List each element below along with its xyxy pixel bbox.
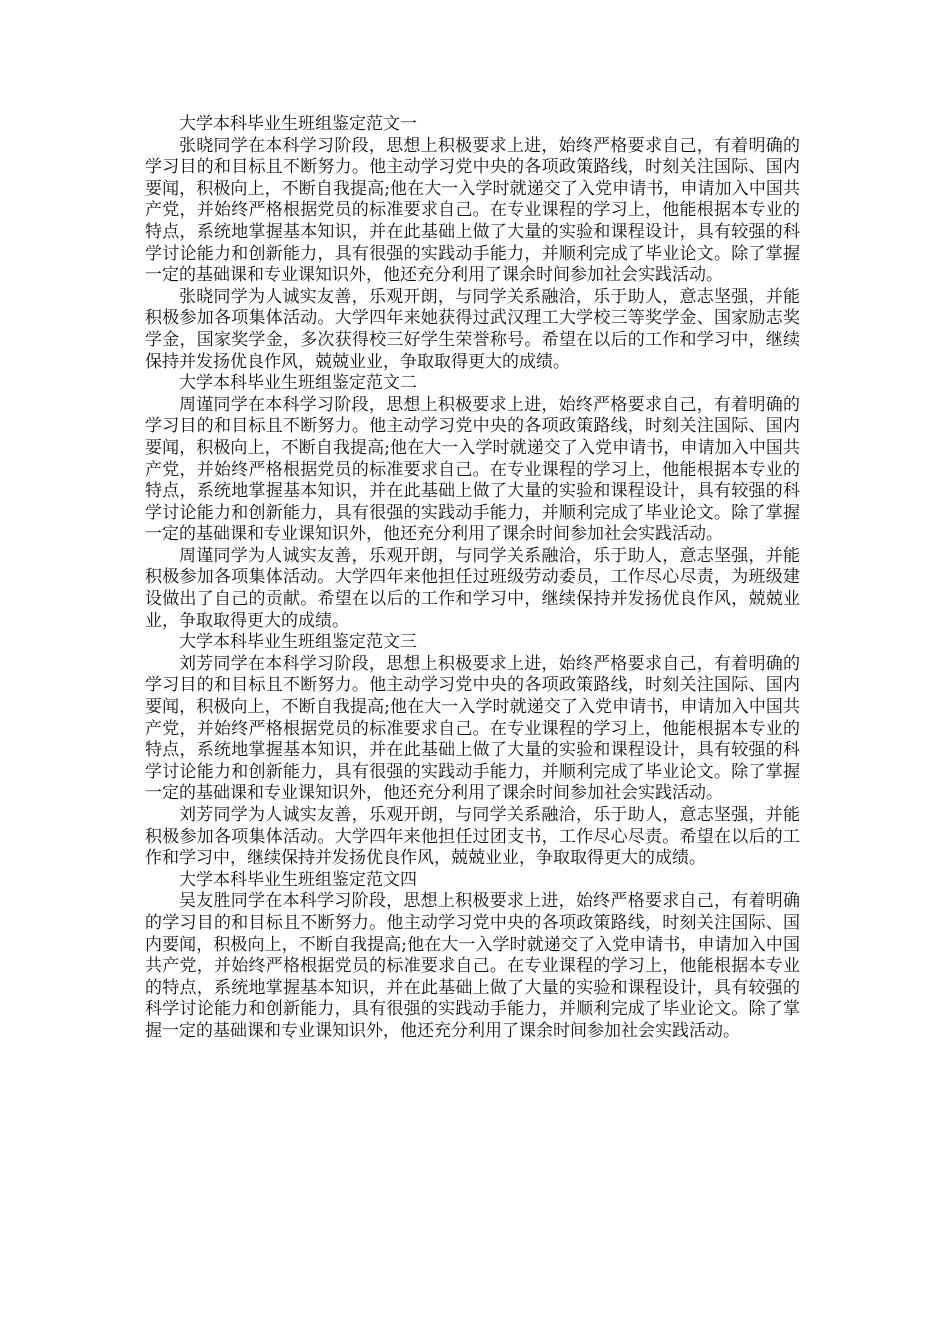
section-2-paragraph-2: 周谨同学为人诚实友善，乐观开朗，与同学关系融洽，乐于助人，意志坚强，并能积极参加各项集体活动。大学四年来他担任过班级劳动委员，工作尽心尽责，为班级建设做出了自己的贡献。希望在以后的工作和学习中，继续保持并发扬优良作风，兢兢业业，争取取得更大的成绩。	[145, 545, 800, 631]
section-title-2: 大学本科毕业生班组鉴定范文二	[179, 373, 417, 394]
document-body	[145, 114, 800, 1043]
section-1-paragraph-2: 张晓同学为人诚实友善，乐观开朗，与同学关系融洽，乐于助人，意志坚强，并能积极参加各项集体活动。大学四年来她获得过武汉理工大学校三等奖学金、国家励志奖学金，国家奖学金，多次获得校三好学生荣誉称号。希望在以后的工作和学习中，继续保持并发扬优良作风，兢兢业业，争取取得更大的成绩。	[145, 286, 800, 372]
section-title-3: 大学本科毕业生班组鉴定范文三	[179, 632, 417, 653]
section-3-paragraph-2: 刘芳同学为人诚实友善，乐观开朗，与同学关系融洽，乐于助人，意志坚强，并能积极参加各项集体活动。大学四年来他担任过团支书，工作尽心尽责。希望在以后的工作和学习中，继续保持并发扬优良作风，兢兢业业，争取取得更大的成绩。	[145, 805, 800, 869]
section-title-1: 大学本科毕业生班组鉴定范文一	[179, 114, 417, 134]
section-3-paragraph-1: 刘芳同学在本科学习阶段，思想上积极要求上进，始终严格要求自己，有着明确的学习目的和目标且不断努力。他主动学习党中央的各项政策路线，时刻关注国际、国内要闻，积极向上，不断自我提高;他在大一入学时就递交了入党申请书，申请加入中国共产党，并始终严格根据党员的标准要求自己。在专业课程的学习上，他能根据本专业的特点，系统地掌握基本知识，并在此基础上做了大量的实验和课程设计，具有较强的科学讨论能力和创新能力，具有很强的实践动手能力，并顺利完成了毕业论文。除了掌握一定的基础课和专业课知识外，他还充分利用了课余时间参加社会实践活动。	[145, 653, 800, 804]
section-1-paragraph-1: 张晓同学在本科学习阶段，思想上积极要求上进，始终严格要求自己，有着明确的学习目的和目标且不断努力。他主动学习党中央的各项政策路线，时刻关注国际、国内要闻，积极向上，不断自我提高;他在大一入学时就递交了入党申请书，申请加入中国共产党，并始终严格根据党员的标准要求自己。在专业课程的学习上，他能根据本专业的特点，系统地掌握基本知识，并在此基础上做了大量的实验和课程设计，具有较强的科学讨论能力和创新能力，具有很强的实践动手能力，并顺利完成了毕业论文。除了掌握一定的基础课和专业课知识外，他还充分利用了课余时间参加社会实践活动。	[145, 135, 800, 286]
section-4-paragraph-1: 吴友胜同学在本科学习阶段，思想上积极要求上进，始终严格要求自己，有着明确的学习目的和目标且不断努力。他主动学习党中央的各项政策路线，时刻关注国际、国内要闻，积极向上，不断自我提高;他在大一入学时就递交了入党申请书，申请加入中国共产党，并始终严格根据党员的标准要求自己。在专业课程的学习上，他能根据本专业的特点，系统地掌握基本知识，并在此基础上做了大量的实验和课程设计，具有较强的科学讨论能力和创新能力，具有很强的实践动手能力，并顺利完成了毕业论文。除了掌握一定的基础课和专业课知识外，他还充分利用了课余时间参加社会实践活动。	[145, 891, 800, 1041]
section-title-4: 大学本科毕业生班组鉴定范文四	[179, 869, 417, 890]
section-2-paragraph-1: 周谨同学在本科学习阶段，思想上积极要求上进，始终严格要求自己，有着明确的学习目的和目标且不断努力。他主动学习党中央的各项政策路线，时刻关注国际、国内要闻，积极向上，不断自我提高;他在大一入学时就递交了入党申请书，申请加入中国共产党，并始终严格根据党员的标准要求自己。在专业课程的学习上，他能根据本专业的特点，系统地掌握基本知识，并在此基础上做了大量的实验和课程设计，具有较强的科学讨论能力和创新能力，具有很强的实践动手能力，并顺利完成了毕业论文。除了掌握一定的基础课和专业课知识外，他还充分利用了课余时间参加社会实践活动。	[145, 394, 800, 545]
